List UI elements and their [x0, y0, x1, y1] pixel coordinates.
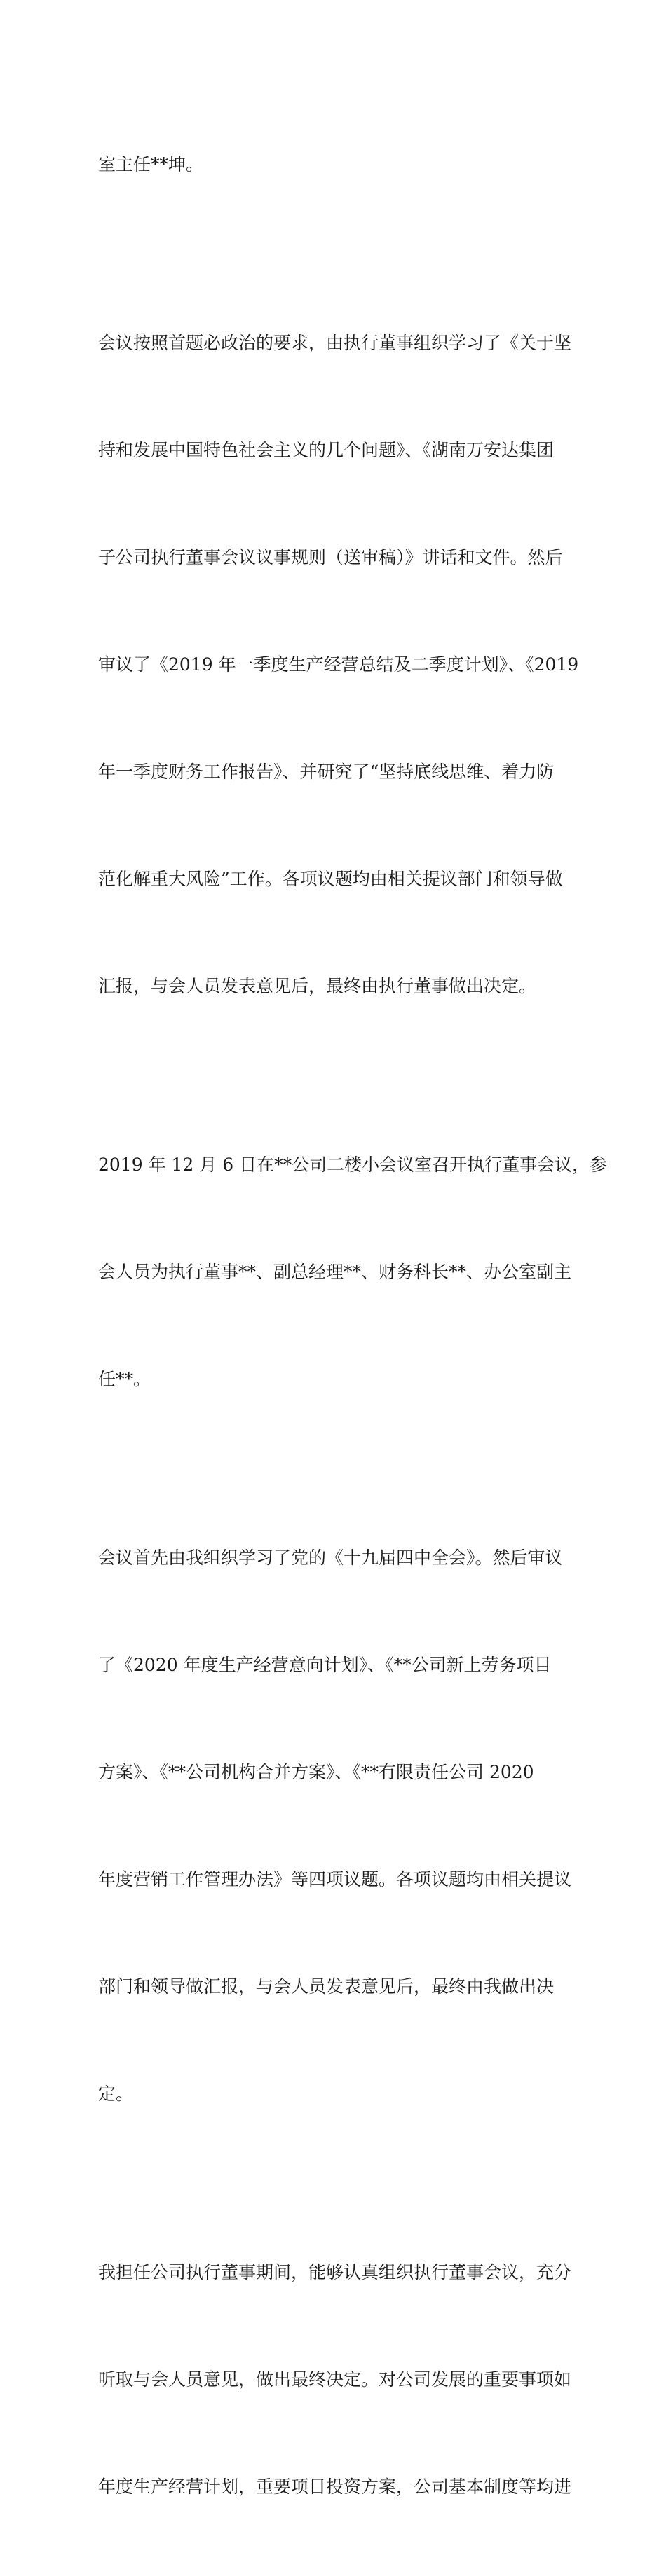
text-line: 定。 — [98, 2083, 134, 2104]
text-line: 会议按照首题必政治的要求，由执行董事组织学习了《关于坚 — [98, 333, 572, 353]
text-line: 方案》、《**公司机构合并方案》、《**有限责任公司 2020 — [98, 1762, 534, 1782]
paragraph-2 — [98, 254, 579, 1075]
text-line: 听取与会人员意见，做出最终决定。对公司发展的重要事项如 — [98, 2369, 572, 2390]
text-line: 子公司执行董事会议议事规则（送审稿）》讲话和文件。然后 — [98, 547, 563, 567]
text-line: 任**。 — [98, 1369, 151, 1389]
paragraph-5 — [98, 2183, 575, 2576]
text-line: 年度生产经营计划，重要项目投资方案，公司基本制度等均进 — [98, 2477, 572, 2497]
paragraph-4 — [98, 1468, 575, 2183]
document-body — [98, 75, 608, 2576]
text-line: 持和发展中国特色社会主义的几个问题》、《湖南万安达集团 — [98, 440, 555, 460]
paragraph-3 — [98, 1075, 608, 1468]
text-line: 部门和领导做汇报，与会人员发表意见后，最终由我做出决 — [98, 1976, 555, 1997]
text-line: 审议了《2019 年一季度生产经营总结及二季度计划》、《2019 — [98, 654, 579, 675]
paragraph-1 — [98, 75, 575, 254]
text-line: 了《2020 年度生产经营意向计划》、《**公司新上劳务项目 — [98, 1655, 552, 1675]
text-line: 2019 年 12 月 6 日在**公司二楼小会议室召开执行董事会议，参 — [98, 1155, 608, 1175]
text-line: 我担任公司执行董事期间，能够认真组织执行董事会议，充分 — [98, 2262, 572, 2282]
text-line: 室主任**坤。 — [98, 154, 204, 174]
text-line: 年一季度财务工作报告》、并研究了“坚持底线思维、着力防 — [98, 762, 555, 782]
text-line: 范化解重大风险”工作。各项议题均由相关提议部门和领导做 — [98, 869, 563, 889]
text-line: 汇报，与会人员发表意见后，最终由执行董事做出决定。 — [98, 976, 537, 996]
text-line: 会人员为执行董事**、副总经理**、财务科长**、办公室副主 — [98, 1262, 572, 1282]
text-line: 会议首先由我组织学习了党的《十九届四中全会》。然后审议 — [98, 1548, 563, 1568]
text-line: 年度营销工作管理办法》等四项议题。各项议题均由相关提议 — [98, 1869, 572, 1889]
